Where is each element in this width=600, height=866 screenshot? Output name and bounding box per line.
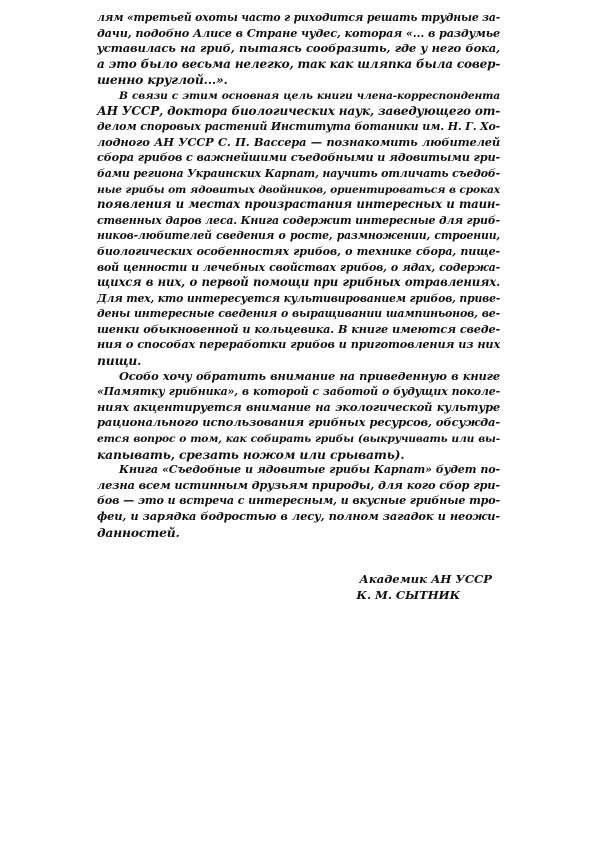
preface-text (97, 10, 500, 540)
text-line: Для тех, кто интересуется культивированием грибов, приве- (97, 291, 501, 305)
paragraph-3 (97, 369, 500, 463)
text-line: феи, и зарядка бодростью в лесу, полном загадок и неожи- (97, 509, 500, 523)
signature-name: К. М. СЫТНИК (356, 588, 461, 602)
signature (356, 571, 492, 603)
text-line: В связи с этим основная цель книги члена-корреспондента (119, 88, 500, 102)
text-line: дены интересные сведения о выращивании шампиньонов, ве- (97, 307, 500, 321)
text-line: пищи. (97, 353, 142, 369)
text-line: ные грибы от ядовитых двойников, ориентироваться в сроках (97, 182, 500, 196)
text-line: лезна всем истинным друзьям природы, для кого сбор гри- (97, 477, 500, 492)
text-line: а это было весьма нелегко, так как шляпка была совер- (97, 56, 501, 71)
text-line: ников-любителей сведения о росте, размножении, строении, (97, 229, 500, 243)
text-line: шенки обыкновенной и кольцевика. В книге имеются сведе- (97, 321, 500, 336)
text-line: щихся в них, о первой помощи при грибных отравлениях. (97, 275, 500, 290)
text-line: ниях акцентируется внимание на экологической культуре (97, 399, 500, 414)
paragraph-1 (97, 10, 500, 88)
text-line: ственных даров леса. Книга содержит интересные для гриб- (97, 213, 500, 227)
text-line: дачи, подобно Алисе в Стране чудес, которая «... в раздумье (97, 25, 500, 40)
text-line: сбора грибов с важнейшими съедобными и ядовитыми гри- (97, 150, 500, 165)
text-line: ния о способах переработки грибов и приготовления из них (97, 337, 500, 352)
paragraph-4 (97, 462, 500, 540)
text-line: «Памятку грибника», в которой с заботой о будущих поколе- (97, 385, 500, 399)
signature-title: Академик АН УССР (359, 572, 492, 586)
text-line: капывать, срезать ножом или срывать). (97, 446, 405, 462)
text-line: ется вопрос о том, как собирать грибы (выкручивать или вы- (97, 432, 500, 446)
text-line: биологических особенностях грибов, о технике сбора, пище- (97, 244, 500, 258)
text-line: бов — это и встреча с интересным, и вкусные грибные тро- (97, 494, 500, 508)
text-line: бами региона Украинских Карпат, научить отличать съедоб- (97, 166, 501, 180)
text-line: уставилась на гриб, пытаясь сообразить, где у него бока, (97, 41, 500, 56)
text-line: вой ценности и лечебных свойствах грибов, о ядах, содержа- (97, 260, 500, 274)
paragraph-2 (97, 88, 500, 369)
text-line: рационального использования грибных ресурсов, обсужда- (97, 415, 500, 430)
text-line: появления и местах произрастания интересных и таин- (97, 197, 500, 212)
text-line: Особо хочу обратить внимание на приведенную в книге (119, 368, 500, 383)
text-line: шенно круглой...». (97, 72, 228, 88)
text-line: АН УССР, доктора биологических наук, заведующего от- (97, 103, 501, 118)
text-line: лям «третьей охоты часто г риходится решать трудные за- (97, 11, 501, 24)
text-line: лодного АН УССР С. П. Вассера — познакомить любителей (97, 134, 500, 149)
text-line: делом споровых растений Института ботаники им. Н. Г. Хо- (97, 120, 500, 134)
text-line: данностей. (97, 524, 180, 540)
text-line: Книга «Съедобные и ядовитые грибы Карпат» будет по- (119, 463, 500, 477)
